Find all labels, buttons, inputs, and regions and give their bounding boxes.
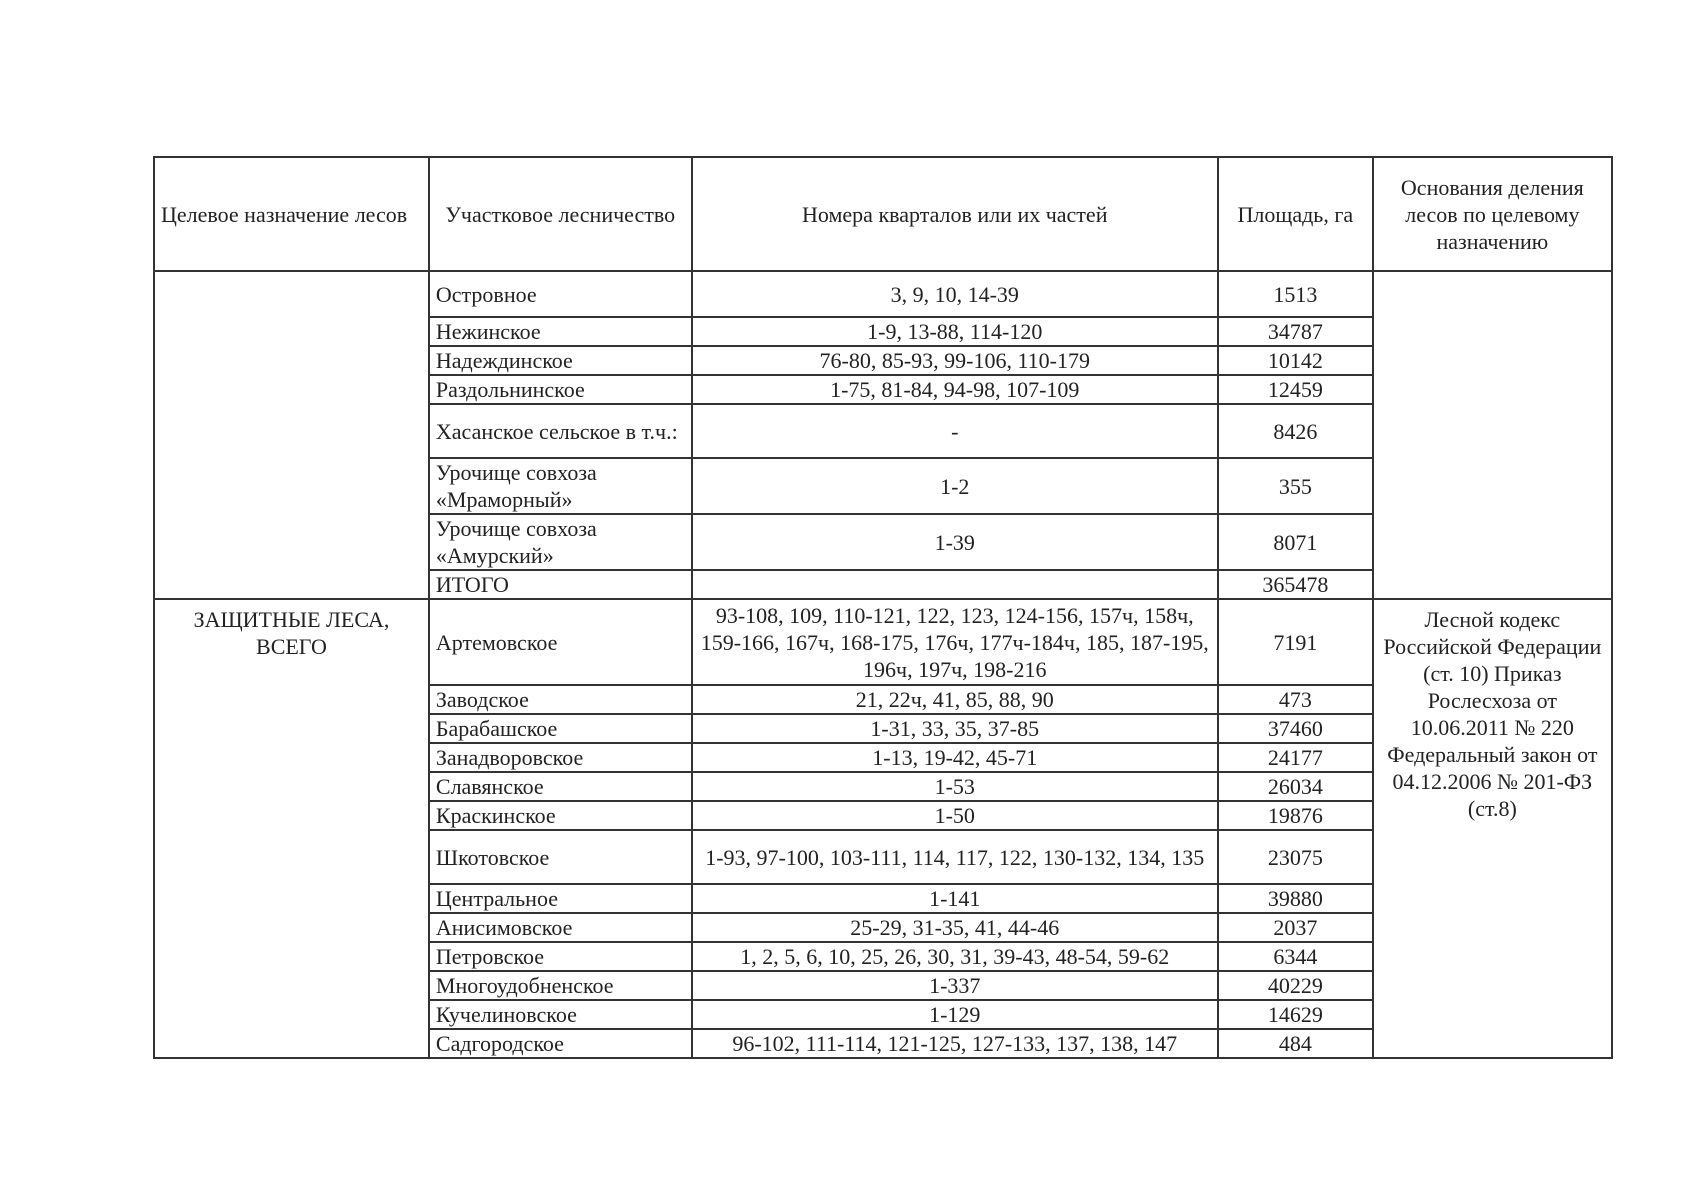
forestry-cell: Барабашское — [429, 714, 692, 743]
quarters-cell: 93-108, 109, 110-121, 122, 123, 124-156, 157ч, 158ч, 159-166, 167ч, 168-175, 176ч, 177ч-184ч, 185, 187-195, 196ч, 197ч, 198-216 — [692, 599, 1218, 685]
purpose-cell: ЗАЩИТНЫЕ ЛЕСА, ВСЕГО — [154, 599, 429, 1058]
quarters-cell: - — [692, 404, 1218, 458]
forestry-cell: Заводское — [429, 685, 692, 714]
area-cell: 19876 — [1218, 801, 1373, 830]
forestry-cell: Шкотовское — [429, 830, 692, 884]
quarters-cell: 1-39 — [692, 514, 1218, 570]
quarters-cell: 25-29, 31-35, 41, 44-46 — [692, 913, 1218, 942]
header-forestry: Участковое лесничество — [429, 157, 692, 271]
quarters-cell: 1, 2, 5, 6, 10, 25, 26, 30, 31, 39-43, 48-54, 59-62 — [692, 942, 1218, 971]
header-row — [154, 157, 1612, 271]
forestry-cell: Урочище совхоза «Мраморный» — [429, 458, 692, 514]
area-cell: 355 — [1218, 458, 1373, 514]
forestry-cell: Кучелиновское — [429, 1000, 692, 1029]
forestry-cell: Островное — [429, 271, 692, 317]
header-area: Площадь, га — [1218, 157, 1373, 271]
area-cell: 23075 — [1218, 830, 1373, 884]
area-cell: 7191 — [1218, 599, 1373, 685]
quarters-cell: 76-80, 85-93, 99-106, 110-179 — [692, 346, 1218, 375]
total-area: 365478 — [1218, 570, 1373, 599]
area-cell: 8426 — [1218, 404, 1373, 458]
quarters-cell: 96-102, 111-114, 121-125, 127-133, 137, 138, 147 — [692, 1029, 1218, 1058]
area-cell: 12459 — [1218, 375, 1373, 404]
area-cell: 37460 — [1218, 714, 1373, 743]
header-basis: Основания деления лесов по целевому назначению — [1373, 157, 1612, 271]
quarters-cell: 1-13, 19-42, 45-71 — [692, 743, 1218, 772]
forestry-cell: Хасанское сельское в т.ч.: — [429, 404, 692, 458]
forestry-cell: Славянское — [429, 772, 692, 801]
quarters-cell: 3, 9, 10, 14-39 — [692, 271, 1218, 317]
forest-division-table — [153, 156, 1613, 1059]
area-cell: 14629 — [1218, 1000, 1373, 1029]
area-cell: 8071 — [1218, 514, 1373, 570]
purpose-cell — [154, 271, 429, 599]
table-row — [154, 271, 1612, 317]
forestry-cell: Надеждинское — [429, 346, 692, 375]
quarters-cell: 1-129 — [692, 1000, 1218, 1029]
forestry-cell: Раздольнинское — [429, 375, 692, 404]
area-cell: 10142 — [1218, 346, 1373, 375]
quarters-cell: 1-9, 13-88, 114-120 — [692, 317, 1218, 346]
area-cell: 484 — [1218, 1029, 1373, 1058]
forestry-cell: Занадворовское — [429, 743, 692, 772]
forestry-cell: Краскинское — [429, 801, 692, 830]
area-cell: 473 — [1218, 685, 1373, 714]
area-cell: 34787 — [1218, 317, 1373, 346]
forestry-cell: Анисимовское — [429, 913, 692, 942]
header-quarters: Номера кварталов или их частей — [692, 157, 1218, 271]
quarters-cell: 1-2 — [692, 458, 1218, 514]
forestry-cell: Центральное — [429, 884, 692, 913]
area-cell: 1513 — [1218, 271, 1373, 317]
quarters-cell: 1-50 — [692, 801, 1218, 830]
forestry-cell: Многоудобненское — [429, 971, 692, 1000]
total-quarters-cell — [692, 570, 1218, 599]
quarters-cell: 1-75, 81-84, 94-98, 107-109 — [692, 375, 1218, 404]
header-purpose: Целевое назначение лесов — [154, 157, 429, 271]
area-cell: 2037 — [1218, 913, 1373, 942]
basis-cell: Лесной кодекс Российской Федерации (ст. 10) Приказ Рослесхоза от 10.06.2011 № 220 Федеральный закон от 04.12.2006 № 201-ФЗ (ст.8) — [1373, 599, 1612, 1058]
quarters-cell: 1-141 — [692, 884, 1218, 913]
table-row — [154, 599, 1612, 685]
quarters-cell: 1-53 — [692, 772, 1218, 801]
quarters-cell: 1-31, 33, 35, 37-85 — [692, 714, 1218, 743]
quarters-cell: 21, 22ч, 41, 85, 88, 90 — [692, 685, 1218, 714]
forestry-cell: Садгородское — [429, 1029, 692, 1058]
quarters-cell: 1-93, 97-100, 103-111, 114, 117, 122, 130-132, 134, 135 — [692, 830, 1218, 884]
area-cell: 39880 — [1218, 884, 1373, 913]
forestry-cell: Нежинское — [429, 317, 692, 346]
area-cell: 40229 — [1218, 971, 1373, 1000]
forestry-cell: Артемовское — [429, 599, 692, 685]
basis-cell — [1373, 271, 1612, 599]
area-cell: 26034 — [1218, 772, 1373, 801]
forestry-cell: Петровское — [429, 942, 692, 971]
quarters-cell: 1-337 — [692, 971, 1218, 1000]
total-label: ИТОГО — [429, 570, 692, 599]
area-cell: 24177 — [1218, 743, 1373, 772]
forestry-cell: Урочище совхоза «Амурский» — [429, 514, 692, 570]
area-cell: 6344 — [1218, 942, 1373, 971]
